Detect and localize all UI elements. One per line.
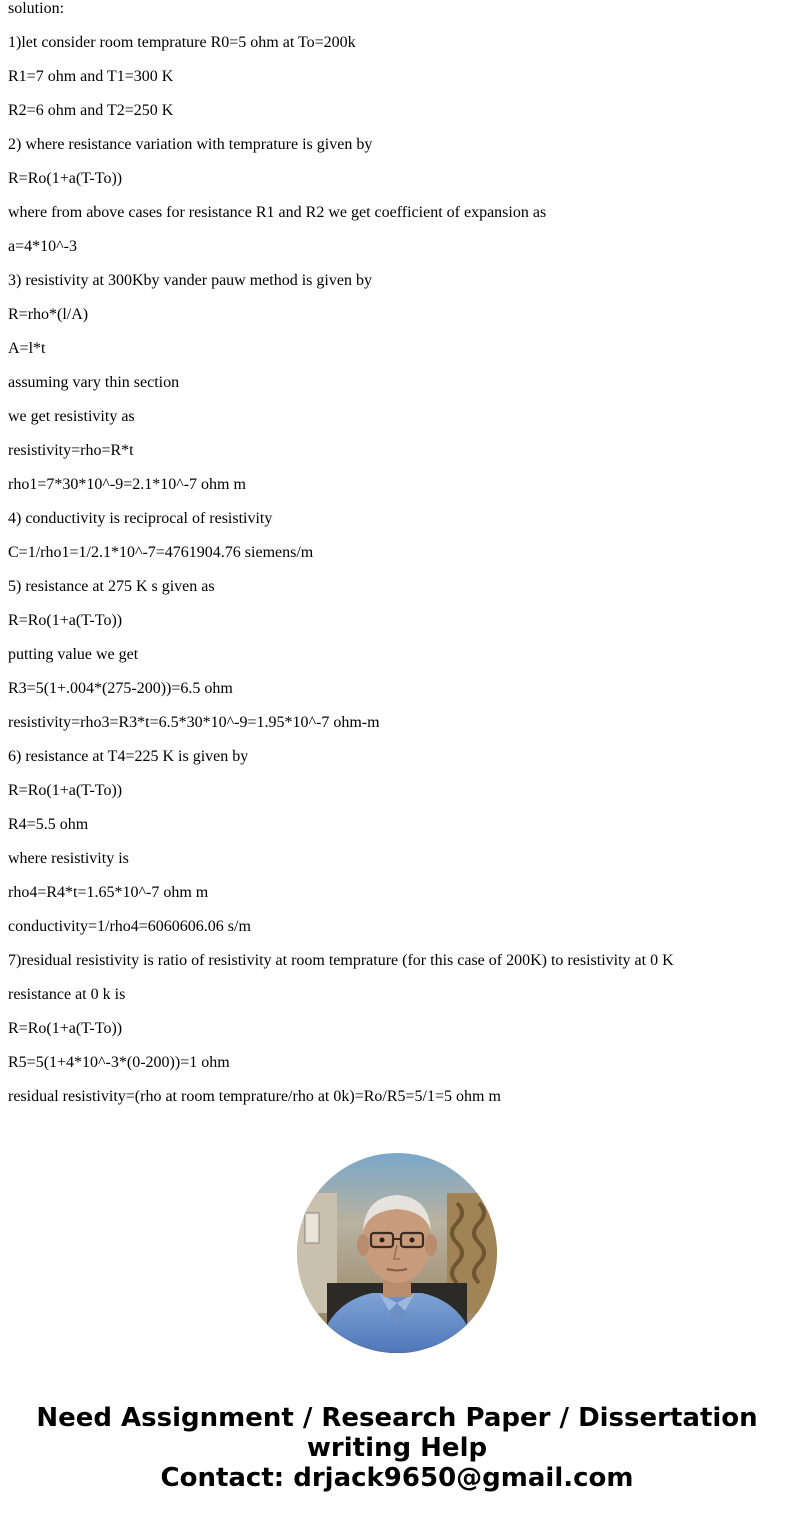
author-avatar [297,1153,497,1353]
footer-contact: Contact: drjack9650@gmail.com [160,1463,634,1493]
text-line: 2) where resistance variation with temprature is given by [8,136,373,153]
text-line: 1)let consider room temprature R0=5 ohm at To=200k [8,34,356,51]
text-line: R3=5(1+.004*(275-200))=6.5 ohm [8,680,233,697]
text-line: 5) resistance at 275 K s given as [8,578,215,595]
text-line: where resistivity is [8,850,129,867]
text-line: residual resistivity=(rho at room temprature/rho at 0k)=Ro/R5=5/1=5 ohm m [8,1088,501,1105]
text-line: R1=7 ohm and T1=300 K [8,68,174,85]
text-line: R=Ro(1+a(T-To)) [8,1020,123,1037]
text-line: 3) resistivity at 300Kby vander pauw method is given by [8,272,372,289]
text-line: R=Ro(1+a(T-To)) [8,170,123,187]
text-line: where from above cases for resistance R1 and R2 we get coefficient of expansion as [8,204,547,221]
footer-promo [0,1403,794,1493]
text-line: putting value we get [8,646,139,663]
text-line: R=rho*(l/A) [8,306,89,323]
text-line: a=4*10^-3 [8,238,77,255]
text-line: 7)residual resistivity is ratio of resistivity at room temprature (for this case of 200K) to resistivity at 0 K [8,952,674,969]
text-line: C=1/rho1=1/2.1*10^-7=4761904.76 siemens/m [8,544,314,561]
text-line: R4=5.5 ohm [8,816,89,833]
footer-headline-cont: writing Help [306,1433,488,1463]
text-line: R=Ro(1+a(T-To)) [8,782,123,799]
text-line: 4) conductivity is reciprocal of resistivity [8,510,273,527]
text-line: we get resistivity as [8,408,135,425]
text-line: assuming vary thin section [8,374,180,391]
text-line: 6) resistance at T4=225 K is given by [8,748,249,765]
text-line: rho1=7*30*10^-9=2.1*10^-7 ohm m [8,476,246,493]
footer-headline: Need Assignment / Research Paper / Dissertation [36,1403,758,1433]
text-line: resistance at 0 k is [8,986,126,1003]
solution-text [8,0,788,1122]
author-photo [297,1153,497,1353]
text-line: R5=5(1+4*10^-3*(0-200))=1 ohm [8,1054,230,1071]
text-line: R2=6 ohm and T2=250 K [8,102,174,119]
text-line: solution: [8,0,65,17]
text-line: R=Ro(1+a(T-To)) [8,612,123,629]
text-line: resistivity=rho=R*t [8,442,134,459]
text-line: rho4=R4*t=1.65*10^-7 ohm m [8,884,209,901]
text-line: resistivity=rho3=R3*t=6.5*30*10^-9=1.95*10^-7 ohm-m [8,714,380,731]
text-line: conductivity=1/rho4=6060606.06 s/m [8,918,251,935]
text-line: A=l*t [8,340,46,357]
